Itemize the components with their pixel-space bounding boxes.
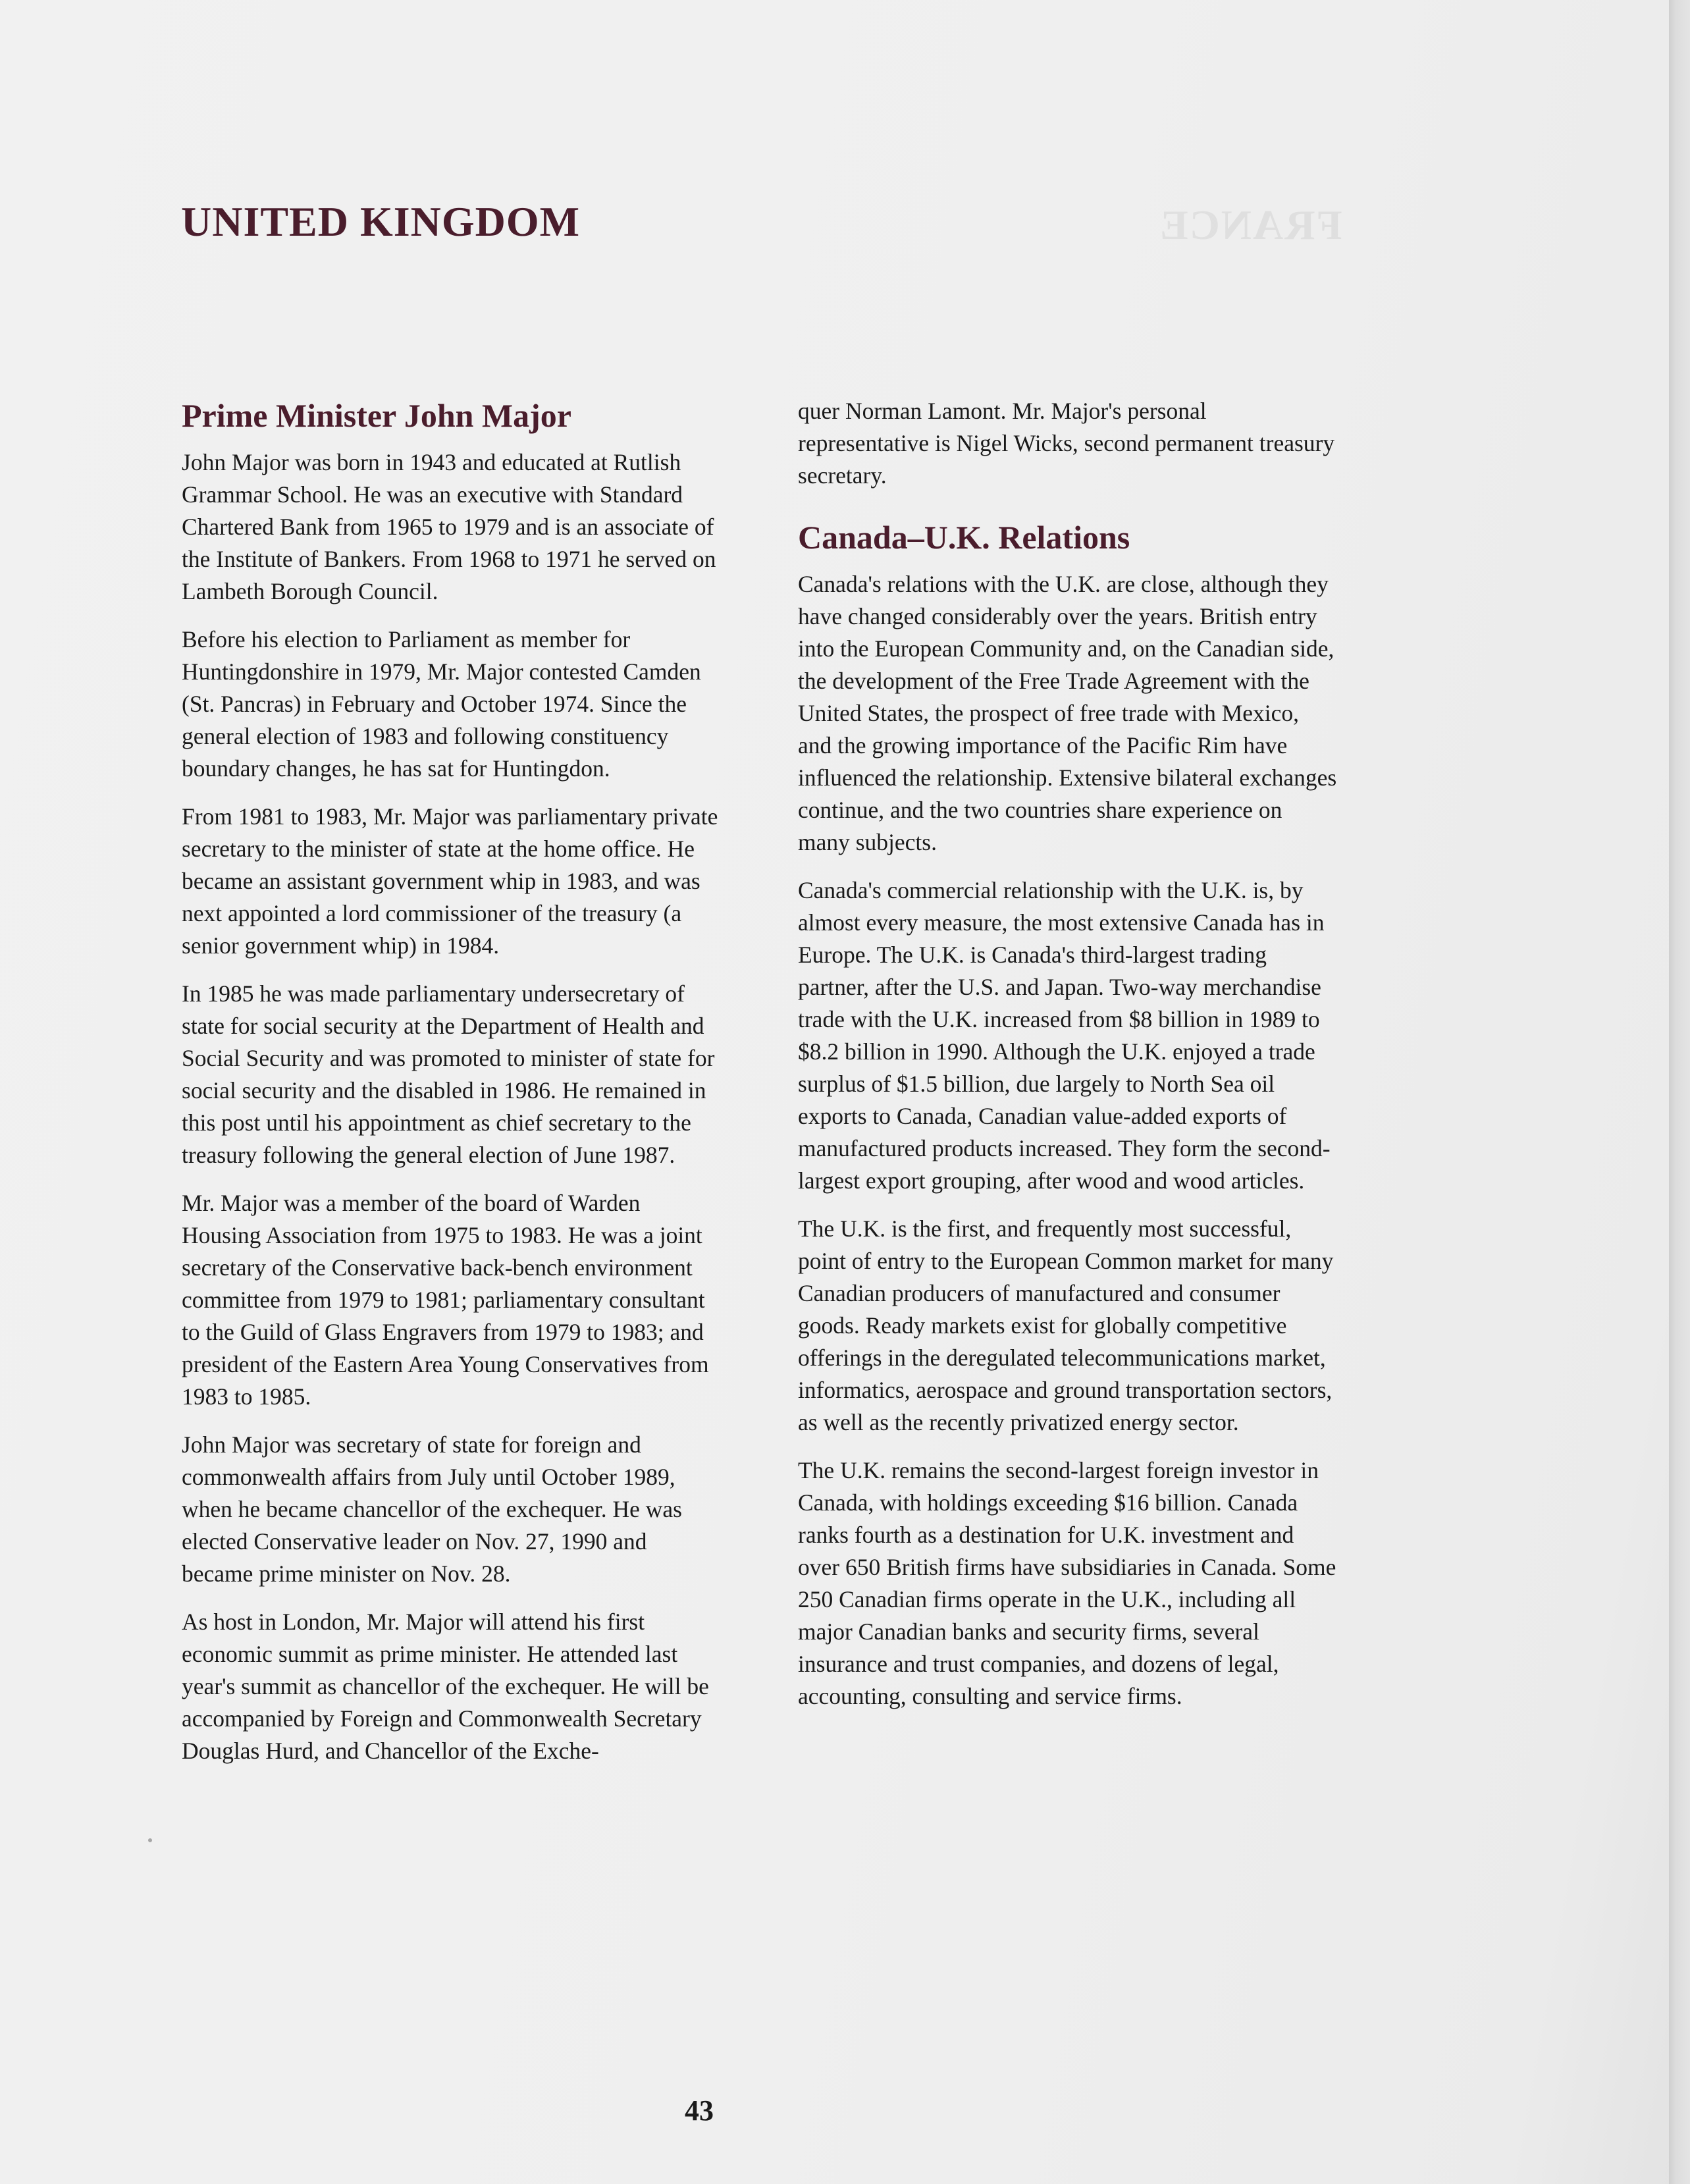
section-title: UNITED KINGDOM bbox=[181, 198, 581, 245]
paragraph: The U.K. remains the second-largest foreign investor in Canada, with holdings exceeding $16 billion. Canada ranks fourth as a destination for U.K. investment and over 650 British firms have subsidiaries in Canada. Some 250 Canadian firms operate in the U.K., including all major Canadian banks and security firms, several insurance and trust companies, and dozens of legal, accounting, consulting and service firms. bbox=[798, 1457, 1336, 1709]
relations-heading: Canada–U.K. Relations bbox=[798, 519, 1130, 556]
paragraph: Mr. Major was a member of the board of Warden Housing Association from 1975 to 1983. He was a joint secretary of the Conservative back-bench environment committee from 1979 to 1981; parliamentary consultant to the Guild of Glass Engravers from 1979 to 1983; and president of the Eastern Area Young Conservatives from 1983 to 1985. bbox=[182, 1190, 709, 1410]
right-column bbox=[798, 395, 1338, 1728]
paragraph: The U.K. is the first, and frequently most successful, point of entry to the European Common market for many Canadian producers of manufactured and consumer goods. Ready markets exist for globally competitive offerings in the deregulated telecommunications market, informatics, aerospace and ground transportation sectors, as well as the recently privatized energy sector. bbox=[798, 1215, 1334, 1435]
bleed-through-text: FRANCE bbox=[1159, 201, 1342, 248]
paragraph: Before his election to Parliament as member for Huntingdonshire in 1979, Mr. Major contested Camden (St. Pancras) in February and October 1974. Since the general election of 1983 and following constituency boundary changes, he has sat for Huntingdon. bbox=[182, 626, 701, 782]
paragraph: John Major was secretary of state for foreign and commonwealth affairs from July until October 1989, when he became chancellor of the exchequer. He was elected Conservative leader on Nov. 27, 1990 and became prime minister on Nov. 28. bbox=[182, 1431, 682, 1587]
paragraph: In 1985 he was made parliamentary undersecretary of state for social security at the Department of Health and Social Security and was promoted to minister of state for social security and the disabled in 1986. He remained in this post until his appointment as chief secretary to the treasury following the general election of June 1987. bbox=[182, 980, 715, 1168]
page-number: 43 bbox=[685, 2094, 714, 2127]
left-column bbox=[182, 395, 722, 1783]
paragraph: Canada's relations with the U.K. are close, although they have changed considerably over the years. British entry into the European Community and, on the Canadian side, the development of the Free Trade Agreement with the United States, the prospect of free trade with Mexico, and the growing importance of the Pacific Rim have influenced the relationship. Extensive bilateral exchanges continue, and the two countries share experience on many subjects. bbox=[798, 571, 1337, 855]
paragraph: Canada's commercial relationship with the U.K. is, by almost every measure, the most extensive Canada has in Europe. The U.K. is Canada's third-largest trading partner, after the U.S. and Japan. Two-way merchandise trade with the U.K. increased from $8 billion in 1989 to $8.2 billion in 1990. Although the U.K. enjoyed a trade surplus of $1.5 billion, due largely to North Sea oil exports to Canada, Canadian value-added exports of manufactured products increased. They form the second-largest export grouping, after wood and wood articles. bbox=[798, 877, 1331, 1194]
continued-paragraph: quer Norman Lamont. Mr. Major's personal representative is Nigel Wicks, second permanent treasury secretary. bbox=[798, 398, 1335, 489]
paragraph: As host in London, Mr. Major will attend his first economic summit as prime minister. He attended last year's summit as chancellor of the exchequer. He will be accompanied by Foreign and Commonwealth Secretary Douglas Hurd, and Chancellor of the Exche- bbox=[182, 1609, 709, 1764]
dust-speck bbox=[148, 1838, 152, 1842]
paragraph: From 1981 to 1983, Mr. Major was parliamentary private secretary to the minister of state at the home office. He became an assistant government whip in 1983, and was next appointed a lord commissioner of the treasury (a senior government whip) in 1984. bbox=[182, 803, 718, 959]
prime-minister-heading: Prime Minister John Major bbox=[182, 397, 571, 434]
paragraph: John Major was born in 1943 and educated at Rutlish Grammar School. He was an executive with Standard Chartered Bank from 1965 to 1979 and is an associate of the Institute of Bankers. From 1968 to 1971 he served on Lambeth Borough Council. bbox=[182, 449, 716, 604]
page-gutter bbox=[1669, 0, 1690, 2184]
